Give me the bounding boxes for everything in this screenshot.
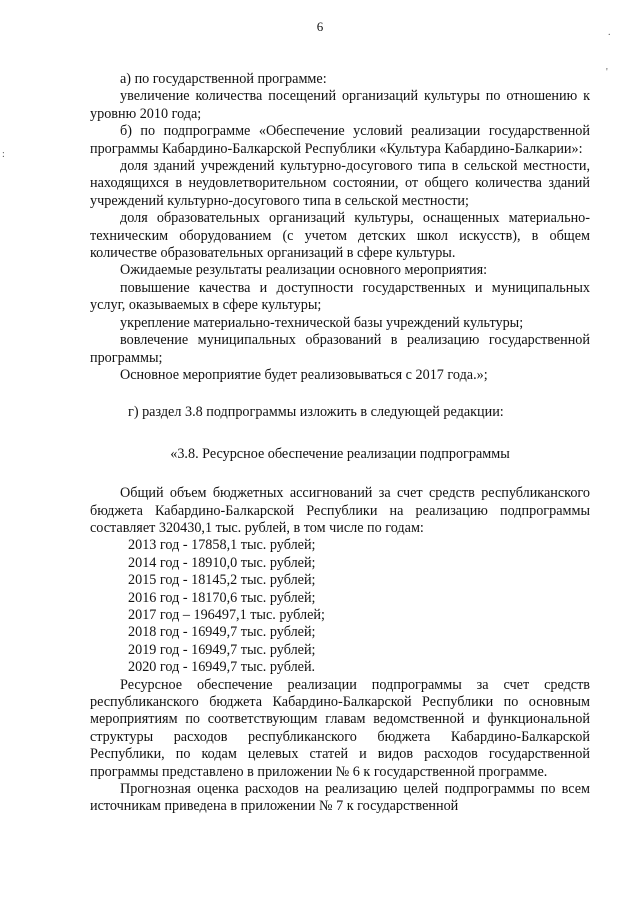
- year-budget-item: 2014 год - 18910,0 тыс. рублей;: [128, 554, 316, 571]
- year-budget-item: 2013 год - 17858,1 тыс. рублей;: [128, 537, 316, 554]
- paragraph-b: б) по подпрограмме «Обеспечение условий реализации государственной программы Кабардино-Балкарской Республики «Культура Кабардино-Балкарии»:: [90, 123, 590, 157]
- paragraph-b-item-1: доля зданий учреждений культурно-досугового типа в сельской местности, находящихся в неудовлетворительном состоянии, от общего количества зданий учреждений культурно-досугового типа в сельской местности;: [90, 158, 590, 209]
- year-budget-item: 2015 год - 18145,2 тыс. рублей;: [128, 572, 316, 589]
- document-body: [90, 71, 590, 816]
- margin-mark: ': [606, 67, 608, 78]
- margin-mark: .: [608, 27, 611, 38]
- paragraph-a: а) по государственной программе:: [120, 71, 327, 87]
- year-budget-item: 2018 год - 16949,7 тыс. рублей;: [128, 624, 316, 641]
- expected-result-1: повышение качества и доступности государственных и муниципальных услуг, оказываемых в сфере культуры;: [90, 279, 590, 314]
- margin-mark: :: [2, 149, 5, 160]
- paragraph-total-budget: Общий объем бюджетных ассигнований за счет средств республиканского бюджета Кабардино-Балкарской Республики на реализацию подпрограммы составляет 320430,1 тыс. рублей, в том числе по годам:: [90, 485, 590, 536]
- paragraph-a-item: увеличение количества посещений организаций культуры по отношению к уровню 2010 года;: [90, 88, 590, 122]
- year-budget-item: 2019 год - 16949,7 тыс. рублей;: [128, 641, 316, 658]
- paragraph-resource-support: Ресурсное обеспечение реализации подпрограммы за счет средств республиканского бюджета Кабардино-Балкарской Республики по основным мероприятиям по соответствующим главам ведомственной и функциональной структуры расходов республиканского бюджета Кабардино-Балкарской Республики, по кодам целевых статей и видов расходов государственной программы представлено в приложении № 6 к государственной программе.: [90, 676, 590, 780]
- paragraph-forecast: Прогнозная оценка расходов на реализацию целей подпрограммы по всем источникам приведена в приложении № 7 к государственной: [90, 781, 590, 815]
- paragraph-b-item-2: доля образовательных организаций культуры, оснащенных материально-техническим оборудованием (с учетом детских школ искусств), в общем количестве образовательных организаций в сфере культуры.: [90, 210, 590, 262]
- paragraph-g: г) раздел 3.8 подпрограммы изложить в следующей редакции:: [128, 404, 504, 421]
- expected-result-2: укрепление материально-технической базы учреждений культуры;: [120, 314, 524, 331]
- year-budget-item: 2016 год - 18170,6 тыс. рублей;: [128, 589, 316, 606]
- year-budget-list: [90, 537, 590, 676]
- paragraph-expected-results: Ожидаемые результаты реализации основного мероприятия:: [120, 262, 488, 279]
- section-title: «3.8. Ресурсное обеспечение реализации подпрограммы: [170, 445, 510, 462]
- paragraph-main-event: Основное мероприятие будет реализовываться с 2017 года.»;: [120, 366, 488, 383]
- expected-result-3: вовлечение муниципальных образований в реализацию государственной программы;: [90, 332, 590, 366]
- page-number: 6: [316, 19, 324, 34]
- year-budget-item: 2017 год – 196497,1 тыс. рублей;: [128, 606, 325, 623]
- year-budget-item: 2020 год - 16949,7 тыс. рублей.: [128, 659, 316, 676]
